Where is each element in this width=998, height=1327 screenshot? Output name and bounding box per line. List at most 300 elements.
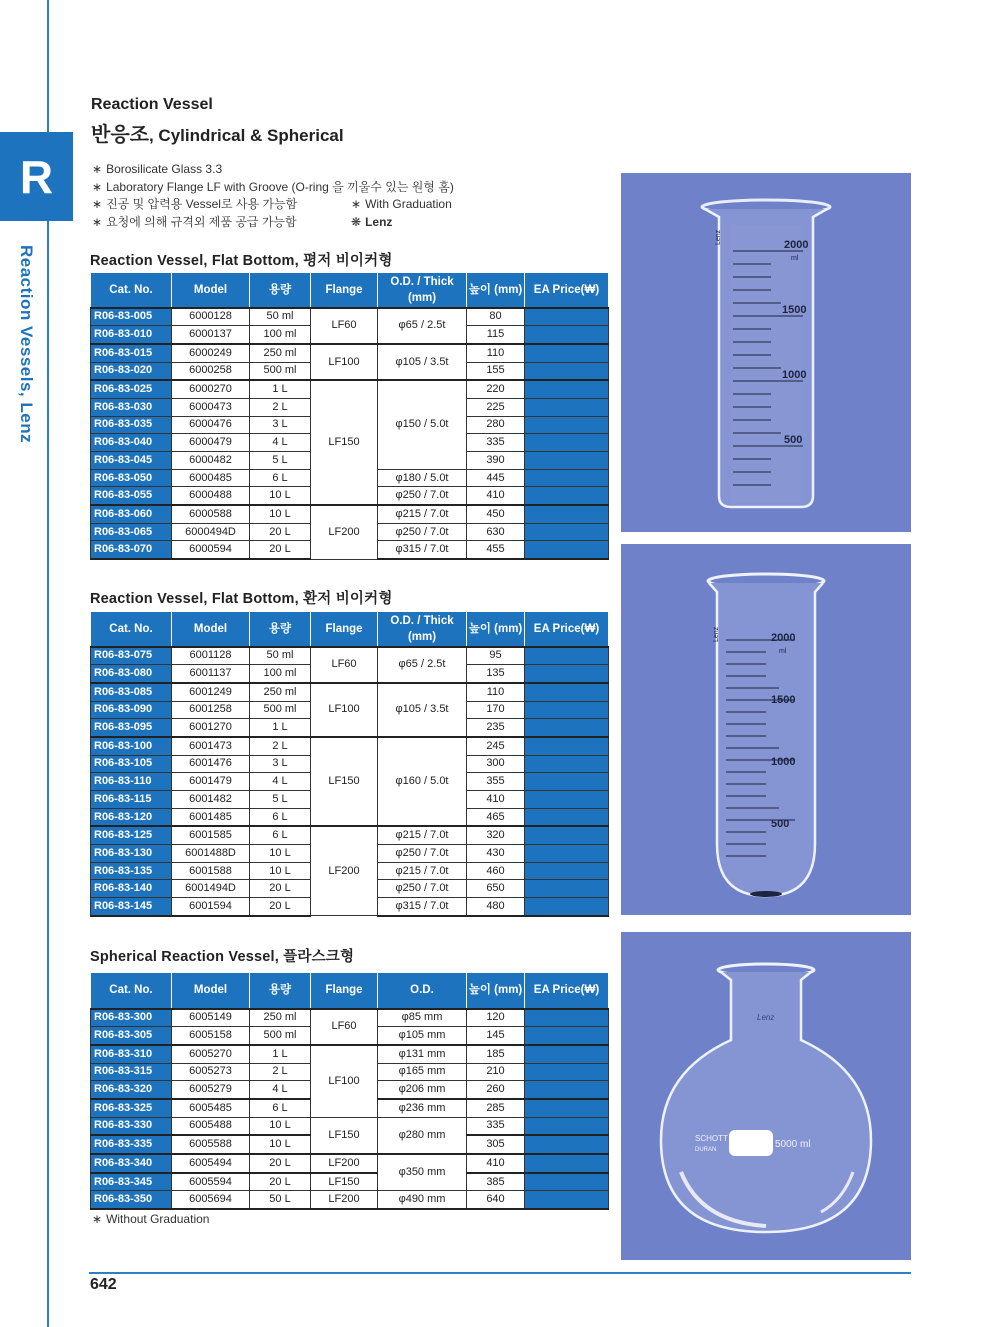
note-row — [92, 214, 454, 232]
height-cell: 480 — [467, 898, 525, 916]
asterisk-icon: ∗ — [92, 1212, 103, 1226]
note-text: With Graduation — [365, 197, 452, 211]
flange-cell: LF150 — [311, 1173, 378, 1191]
table-row — [91, 308, 609, 326]
col-header: Cat. No. — [91, 273, 172, 308]
capacity-cell: 10 L — [250, 845, 311, 863]
section-letter: R — [19, 150, 54, 203]
price-cell — [525, 362, 609, 380]
flange-cell: LF60 — [311, 1009, 378, 1045]
table-row — [91, 683, 609, 701]
table-row — [91, 647, 609, 665]
note-cell — [92, 196, 351, 214]
cat-no-cell: R06-83-140 — [91, 880, 172, 898]
table-round-bottom-beaker — [90, 611, 609, 917]
capacity-cell: 4 L — [250, 773, 311, 791]
flange-cell: LF60 — [311, 647, 378, 683]
height-cell: 320 — [467, 826, 525, 844]
price-cell — [525, 1009, 609, 1027]
cat-no-cell: R06-83-035 — [91, 416, 172, 434]
od-cell: φ280 mm — [378, 1117, 467, 1154]
price-cell — [525, 1063, 609, 1081]
height-cell: 335 — [467, 1117, 525, 1135]
note-cell — [92, 214, 351, 232]
note-row — [92, 196, 454, 214]
capacity-cell: 500 ml — [250, 362, 311, 380]
price-cell — [525, 1045, 609, 1063]
price-cell — [525, 523, 609, 541]
flange-cell: LF200 — [311, 505, 378, 559]
price-cell — [525, 1117, 609, 1135]
capacity-cell: 20 L — [250, 541, 311, 559]
price-cell — [525, 773, 609, 791]
price-cell — [525, 665, 609, 683]
price-cell — [525, 826, 609, 844]
model-cell: 6001270 — [172, 719, 250, 737]
od-cell: φ206 mm — [378, 1081, 467, 1099]
asterisk-icon: ∗ — [92, 162, 103, 176]
capacity-cell: 6 L — [250, 808, 311, 826]
cat-no-cell: R06-83-305 — [91, 1027, 172, 1045]
height-cell: 235 — [467, 719, 525, 737]
flange-cell: LF150 — [311, 1117, 378, 1154]
model-cell: 6005485 — [172, 1099, 250, 1117]
od-cell: φ215 / 7.0t — [378, 505, 467, 523]
model-cell: 6005694 — [172, 1191, 250, 1209]
height-cell: 450 — [467, 505, 525, 523]
cat-no-cell: R06-83-010 — [91, 326, 172, 344]
table-row — [91, 1117, 609, 1135]
capacity-cell: 250 ml — [250, 683, 311, 701]
table-row — [91, 1154, 609, 1173]
graduation-label: 1000 — [771, 756, 796, 768]
capacity-cell: 100 ml — [250, 665, 311, 683]
table-header-row — [91, 273, 609, 308]
price-cell — [525, 862, 609, 880]
cat-no-cell: R06-83-055 — [91, 487, 172, 505]
height-cell: 445 — [467, 469, 525, 487]
cat-no-cell: R06-83-020 — [91, 362, 172, 380]
table-header-row — [91, 973, 609, 1009]
od-cell: φ160 / 5.0t — [378, 737, 467, 826]
od-cell: φ250 / 7.0t — [378, 845, 467, 863]
col-header: Cat. No. — [91, 973, 172, 1009]
cat-no-cell: R06-83-350 — [91, 1191, 172, 1209]
height-cell: 185 — [467, 1045, 525, 1063]
height-cell: 135 — [467, 665, 525, 683]
cat-no-cell: R06-83-335 — [91, 1135, 172, 1154]
graduation-label: 1500 — [771, 694, 796, 706]
graduation-label: 1000 — [782, 369, 807, 381]
graduation-label: 500 — [784, 434, 803, 446]
table-row — [91, 1009, 609, 1027]
model-cell: 6000594 — [172, 541, 250, 559]
graduation-label: 2000 — [771, 632, 796, 644]
capacity-cell: 6 L — [250, 1099, 311, 1117]
table-row — [91, 344, 609, 362]
table-header-row — [91, 612, 609, 647]
od-cell: φ250 / 7.0t — [378, 487, 467, 505]
note-text: 진공 및 압력용 Vessel로 사용 가능함 — [106, 197, 298, 211]
note-text: Lenz — [365, 214, 393, 229]
model-cell: 6000258 — [172, 362, 250, 380]
od-cell: φ215 / 7.0t — [378, 862, 467, 880]
height-cell: 145 — [467, 1027, 525, 1045]
model-cell: 6001594 — [172, 898, 250, 916]
od-cell: φ250 / 7.0t — [378, 880, 467, 898]
capacity-cell: 20 L — [250, 880, 311, 898]
height-cell: 640 — [467, 1191, 525, 1209]
height-cell: 285 — [467, 1099, 525, 1117]
price-cell — [525, 487, 609, 505]
cat-no-cell: R06-83-080 — [91, 665, 172, 683]
cat-no-cell: R06-83-130 — [91, 845, 172, 863]
model-cell: 6001494D — [172, 880, 250, 898]
flange-cell: LF150 — [311, 380, 378, 505]
od-cell: φ250 / 7.0t — [378, 523, 467, 541]
cat-no-cell: R06-83-325 — [91, 1099, 172, 1117]
lenz-mark-icon: ❋ — [351, 214, 362, 229]
cat-no-cell: R06-83-040 — [91, 434, 172, 452]
table3-title: Spherical Reaction Vessel, 플라스크형 — [90, 949, 355, 965]
model-cell: 6001588 — [172, 862, 250, 880]
model-cell: 6001476 — [172, 755, 250, 773]
height-cell: 280 — [467, 416, 525, 434]
height-cell: 410 — [467, 1154, 525, 1173]
page-title: Reaction Vessel — [91, 96, 213, 113]
height-cell: 170 — [467, 701, 525, 719]
price-cell — [525, 737, 609, 755]
model-cell: 6000128 — [172, 308, 250, 326]
capacity-cell: 10 L — [250, 862, 311, 880]
asterisk-icon: ∗ — [351, 197, 362, 211]
table-row — [91, 737, 609, 755]
subtitle-korean: 반응조 — [91, 124, 149, 146]
model-cell: 6005270 — [172, 1045, 250, 1063]
page-subtitle — [91, 118, 344, 147]
price-cell — [525, 683, 609, 701]
height-cell: 465 — [467, 808, 525, 826]
price-cell — [525, 1135, 609, 1154]
capacity-cell: 1 L — [250, 1045, 311, 1063]
capacity-cell: 500 ml — [250, 701, 311, 719]
capacity-cell: 20 L — [250, 1173, 311, 1191]
price-cell — [525, 647, 609, 665]
model-cell: 6000479 — [172, 434, 250, 452]
capacity-cell: 500 ml — [250, 1027, 311, 1045]
capacity-cell: 5 L — [250, 791, 311, 809]
cat-no-cell: R06-83-095 — [91, 719, 172, 737]
label-patch — [729, 1130, 773, 1156]
capacity-cell: 50 ml — [250, 647, 311, 665]
photo-spherical-vessel — [621, 932, 911, 1260]
model-cell: 6001137 — [172, 665, 250, 683]
table-row — [91, 826, 609, 844]
col-header: 높이 (mm) — [467, 273, 525, 308]
model-cell: 6000485 — [172, 469, 250, 487]
height-cell: 225 — [467, 398, 525, 416]
brand-mark: Lenz — [715, 229, 722, 245]
flange-cell: LF60 — [311, 308, 378, 344]
model-cell: 6001482 — [172, 791, 250, 809]
maker-label-2: DURAN — [695, 1147, 717, 1153]
graduation-label: 500 — [771, 818, 790, 830]
price-cell — [525, 808, 609, 826]
vessel-illustration — [621, 932, 911, 1260]
photo-round-bottom-vessel — [621, 544, 911, 915]
height-cell: 335 — [467, 434, 525, 452]
col-header: 용량 — [250, 612, 311, 647]
capacity-cell: 4 L — [250, 434, 311, 452]
col-header: Flange — [311, 973, 378, 1009]
od-cell: φ315 / 7.0t — [378, 898, 467, 916]
od-cell: φ180 / 5.0t — [378, 469, 467, 487]
asterisk-icon: ∗ — [92, 179, 103, 194]
cat-no-cell: R06-83-015 — [91, 344, 172, 362]
table-row — [91, 380, 609, 398]
model-cell: 6001128 — [172, 647, 250, 665]
price-cell — [525, 1027, 609, 1045]
height-cell: 245 — [467, 737, 525, 755]
model-cell: 6005279 — [172, 1081, 250, 1099]
table-row — [91, 1045, 609, 1063]
photo-flat-bottom-vessel — [621, 173, 911, 532]
price-cell — [525, 344, 609, 362]
price-cell — [525, 1191, 609, 1209]
model-cell: 6005594 — [172, 1173, 250, 1191]
od-cell: φ65 / 2.5t — [378, 647, 467, 683]
model-cell: 6001479 — [172, 773, 250, 791]
asterisk-icon: ∗ — [92, 197, 103, 211]
height-cell: 430 — [467, 845, 525, 863]
note-row — [92, 161, 454, 179]
od-cell: φ236 mm — [378, 1099, 467, 1117]
model-cell: 6000588 — [172, 505, 250, 523]
graduation-label: 2000 — [784, 239, 809, 251]
footer-rule — [89, 1272, 911, 1274]
vessel-illustration — [621, 173, 911, 532]
table-row — [91, 1191, 609, 1209]
height-cell: 410 — [467, 791, 525, 809]
col-header: Model — [172, 273, 250, 308]
capacity-cell: 10 L — [250, 1135, 311, 1154]
model-cell: 6000473 — [172, 398, 250, 416]
height-cell: 110 — [467, 344, 525, 362]
height-cell: 650 — [467, 880, 525, 898]
capacity-cell: 50 L — [250, 1191, 311, 1209]
flange-cell: LF200 — [311, 1154, 378, 1173]
cat-no-cell: R06-83-125 — [91, 826, 172, 844]
cat-no-cell: R06-83-120 — [91, 808, 172, 826]
cat-no-cell: R06-83-045 — [91, 452, 172, 470]
price-cell — [525, 719, 609, 737]
col-header: Model — [172, 612, 250, 647]
od-cell: φ165 mm — [378, 1063, 467, 1081]
capacity-cell: 10 L — [250, 1117, 311, 1135]
price-cell — [525, 1099, 609, 1117]
footnote — [92, 1212, 209, 1226]
model-cell: 6000482 — [172, 452, 250, 470]
col-header: 높이 (mm) — [467, 612, 525, 647]
cat-no-cell: R06-83-345 — [91, 1173, 172, 1191]
capacity-cell: 2 L — [250, 1063, 311, 1081]
od-cell: φ490 mm — [378, 1191, 467, 1209]
volume-label: 5000 ml — [775, 1139, 811, 1150]
capacity-cell: 250 ml — [250, 344, 311, 362]
col-header: O.D. / Thick (mm) — [378, 273, 467, 308]
col-header: Cat. No. — [91, 612, 172, 647]
col-header: Flange — [311, 273, 378, 308]
price-cell — [525, 398, 609, 416]
height-cell: 120 — [467, 1009, 525, 1027]
capacity-cell: 6 L — [250, 469, 311, 487]
capacity-cell: 250 ml — [250, 1009, 311, 1027]
note-text: 요청에 의해 규격외 제품 공급 가능함 — [106, 214, 297, 229]
section-side-label: Reaction Vessels, Lenz — [17, 245, 36, 444]
cat-no-cell: R06-83-030 — [91, 398, 172, 416]
model-cell: 6001258 — [172, 701, 250, 719]
price-cell — [525, 1081, 609, 1099]
col-header: EA Price(₩) — [525, 612, 609, 647]
cat-no-cell: R06-83-075 — [91, 647, 172, 665]
model-cell: 6005158 — [172, 1027, 250, 1045]
capacity-cell: 20 L — [250, 898, 311, 916]
flange-cell: LF100 — [311, 1045, 378, 1117]
height-cell: 390 — [467, 452, 525, 470]
capacity-cell: 2 L — [250, 737, 311, 755]
od-cell: φ150 / 5.0t — [378, 380, 467, 469]
height-cell: 220 — [467, 380, 525, 398]
capacity-cell: 20 L — [250, 523, 311, 541]
table1-title: Reaction Vessel, Flat Bottom, 평저 비이커형 — [90, 253, 393, 269]
price-cell — [525, 469, 609, 487]
price-cell — [525, 541, 609, 559]
capacity-cell: 1 L — [250, 380, 311, 398]
model-cell: 6001473 — [172, 737, 250, 755]
maker-label: SCHOTT — [695, 1134, 728, 1143]
price-cell — [525, 380, 609, 398]
note-text: Borosilicate Glass 3.3 — [106, 162, 223, 176]
capacity-cell: 100 ml — [250, 326, 311, 344]
height-cell: 95 — [467, 647, 525, 665]
model-cell: 6000249 — [172, 344, 250, 362]
capacity-cell: 50 ml — [250, 308, 311, 326]
graduation-unit: ml — [779, 648, 787, 655]
cat-no-cell: R06-83-115 — [91, 791, 172, 809]
cat-no-cell: R06-83-340 — [91, 1154, 172, 1173]
price-cell — [525, 880, 609, 898]
height-cell: 460 — [467, 862, 525, 880]
capacity-cell: 3 L — [250, 755, 311, 773]
price-cell — [525, 308, 609, 326]
table-row — [91, 505, 609, 523]
model-cell: 6000488 — [172, 487, 250, 505]
col-header: Flange — [311, 612, 378, 647]
model-cell: 6001485 — [172, 808, 250, 826]
height-cell: 410 — [467, 487, 525, 505]
graduation-label: 1500 — [782, 304, 807, 316]
model-cell: 6001249 — [172, 683, 250, 701]
height-cell: 305 — [467, 1135, 525, 1154]
height-cell: 155 — [467, 362, 525, 380]
subtitle-english: , Cylindrical & Spherical — [148, 126, 344, 145]
cat-no-cell: R06-83-105 — [91, 755, 172, 773]
capacity-cell: 5 L — [250, 452, 311, 470]
col-header: O.D. — [378, 973, 467, 1009]
price-cell — [525, 845, 609, 863]
capacity-cell: 1 L — [250, 719, 311, 737]
graduation-unit: ml — [791, 255, 799, 262]
footnote-text: Without Graduation — [106, 1212, 210, 1226]
height-cell: 630 — [467, 523, 525, 541]
model-cell: 6001488D — [172, 845, 250, 863]
product-notes — [92, 161, 454, 231]
capacity-cell: 10 L — [250, 505, 311, 523]
brand-mark: Lenz — [757, 1013, 775, 1022]
price-cell — [525, 416, 609, 434]
table2-title: Reaction Vessel, Flat Bottom, 환저 비이커형 — [90, 591, 393, 607]
cat-no-cell: R06-83-060 — [91, 505, 172, 523]
capacity-cell: 2 L — [250, 398, 311, 416]
cat-no-cell: R06-83-005 — [91, 308, 172, 326]
od-cell: φ105 / 3.5t — [378, 683, 467, 737]
cat-no-cell: R06-83-310 — [91, 1045, 172, 1063]
height-cell: 210 — [467, 1063, 525, 1081]
table-flat-bottom-beaker — [90, 272, 609, 560]
cat-no-cell: R06-83-330 — [91, 1117, 172, 1135]
height-cell: 115 — [467, 326, 525, 344]
od-cell: φ131 mm — [378, 1045, 467, 1063]
section-letter-tab — [0, 132, 73, 221]
flange-cell: LF200 — [311, 1191, 378, 1209]
cat-no-cell: R06-83-320 — [91, 1081, 172, 1099]
note-cell — [351, 214, 392, 232]
col-header: 용량 — [250, 273, 311, 308]
height-cell: 455 — [467, 541, 525, 559]
table-row — [91, 1173, 609, 1191]
cat-no-cell: R06-83-065 — [91, 523, 172, 541]
flange-cell: LF200 — [311, 826, 378, 915]
price-cell — [525, 898, 609, 916]
model-cell: 6000494D — [172, 523, 250, 541]
flange-cell: LF150 — [311, 737, 378, 826]
note-text: Laboratory Flange LF with Groove (O-ring 을 끼울수 있는 원형 홈) — [106, 179, 454, 194]
capacity-cell: 6 L — [250, 826, 311, 844]
cat-no-cell: R06-83-050 — [91, 469, 172, 487]
col-header: 용량 — [250, 973, 311, 1009]
height-cell: 260 — [467, 1081, 525, 1099]
model-cell: 6005494 — [172, 1154, 250, 1173]
model-cell: 6005149 — [172, 1009, 250, 1027]
model-cell: 6000270 — [172, 380, 250, 398]
price-cell — [525, 1173, 609, 1191]
cat-no-cell: R06-83-090 — [91, 701, 172, 719]
model-cell: 6000476 — [172, 416, 250, 434]
model-cell: 6000137 — [172, 326, 250, 344]
vessel-illustration — [621, 544, 911, 915]
od-cell: φ215 / 7.0t — [378, 826, 467, 844]
od-cell: φ85 mm — [378, 1009, 467, 1027]
height-cell: 355 — [467, 773, 525, 791]
price-cell — [525, 1154, 609, 1173]
price-cell — [525, 791, 609, 809]
note-row — [92, 179, 454, 197]
od-cell: φ65 / 2.5t — [378, 308, 467, 344]
capacity-cell: 10 L — [250, 487, 311, 505]
cat-no-cell: R06-83-315 — [91, 1063, 172, 1081]
height-cell: 300 — [467, 755, 525, 773]
flange-cell: LF100 — [311, 344, 378, 380]
